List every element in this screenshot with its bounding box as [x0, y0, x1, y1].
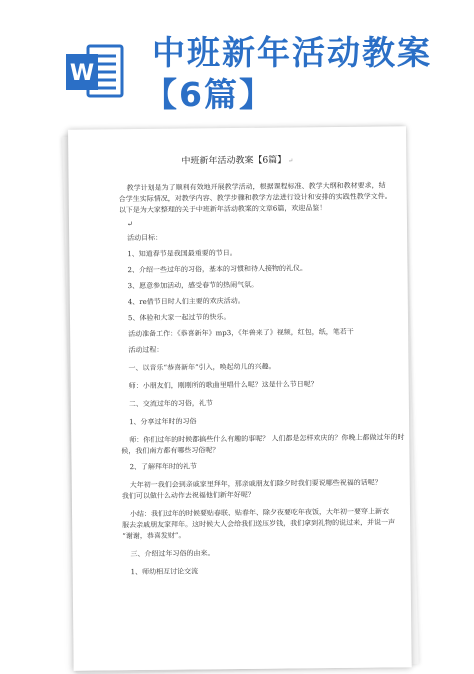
- page-fade: [73, 637, 411, 671]
- section-text: 1、分享过年时的习俗: [129, 417, 197, 427]
- intro-line: 合学生实际情况，对教学内容、教学步骤和教学方法进行设计和安排的实践性教学文件。: [118, 192, 392, 204]
- page-title-line1: 中班新年活动教案: [152, 33, 432, 72]
- section-text: 活动准备工作：《恭喜新年》mp3，《年兽来了》视频，红包，纸，笔若干: [128, 327, 354, 339]
- section-text: 活动目标：: [127, 233, 163, 243]
- document-page: [68, 126, 412, 671]
- section-text: 2、了解拜年时的礼节: [129, 462, 198, 472]
- section-text: 三、介绍过年习俗的由来。: [130, 549, 215, 559]
- section-text: 5、体验和大家一起过节的快乐。: [127, 313, 231, 323]
- section-text: 小结：我们过年的时候要贴春联、贴春年、除夕夜要吃年夜饭，大年初一要穿上新衣: [129, 507, 390, 519]
- section-text: 一、以音乐“恭喜新年”引入，唤起幼儿的兴趣。: [128, 362, 276, 373]
- section-text: 4、re借节日时人们主要的欢庆活动。: [127, 296, 245, 307]
- section-text: 师：你们过年的时候都搞些什么有趣的事呢？ 人们都是怎样欢庆的？你晚上都做过年的时: [129, 433, 405, 445]
- page-title: [144, 32, 432, 116]
- word-document-icon: [62, 38, 128, 104]
- section-text: 师：小朋友们，刚刚所的歌曲里唱什么呢？这是什么节日呢？: [128, 380, 318, 391]
- paragraph-mark: ↵: [126, 220, 133, 229]
- section-text: 2、介绍一些过年的习俗，基本的习惯和待人接物的礼仪。: [127, 264, 307, 275]
- section-text: 我们可以做什么动作去祝福他们新年好呢？: [121, 490, 255, 501]
- section-text: 服去亲戚朋友家拜年。这时候大人会给我们送压岁钱，我们拿到礼物的说过来，并说一声: [122, 518, 396, 530]
- section-text: 大年初一我们会到亲戚家里拜年，那亲戚朋友们除夕时我们要说哪些祝福的话呢？: [129, 478, 382, 490]
- section-text: “谢谢，恭喜发财”。: [122, 531, 186, 541]
- section-text: 活动过程：: [128, 345, 164, 355]
- page-title-line2: 【6篇】: [144, 75, 274, 114]
- document-title: 中班新年活动教案【6篇】 ↵: [181, 155, 294, 167]
- intro-line: 教学计划是为了顺利有效地开展教学活动，根据课程标准、教学大纲和教材要求，结: [126, 181, 386, 193]
- section-text: 1、知道春节是我国最重要的节日。: [127, 249, 237, 259]
- section-text: 1、师幼相互讨论交流: [130, 567, 199, 577]
- section-text: 候，我们南方都有哪些习俗呢？: [121, 446, 220, 456]
- app-letter: W: [69, 61, 95, 86]
- section-text: 二、交流过年的习俗，礼节: [128, 399, 213, 409]
- section-text: 3、愿意参加活动，感受春节的热闹气氛。: [127, 280, 259, 291]
- intro-line: 以下是为大家整理的关于中班新年活动教案的文章6篇，欢迎品鉴！: [118, 204, 327, 215]
